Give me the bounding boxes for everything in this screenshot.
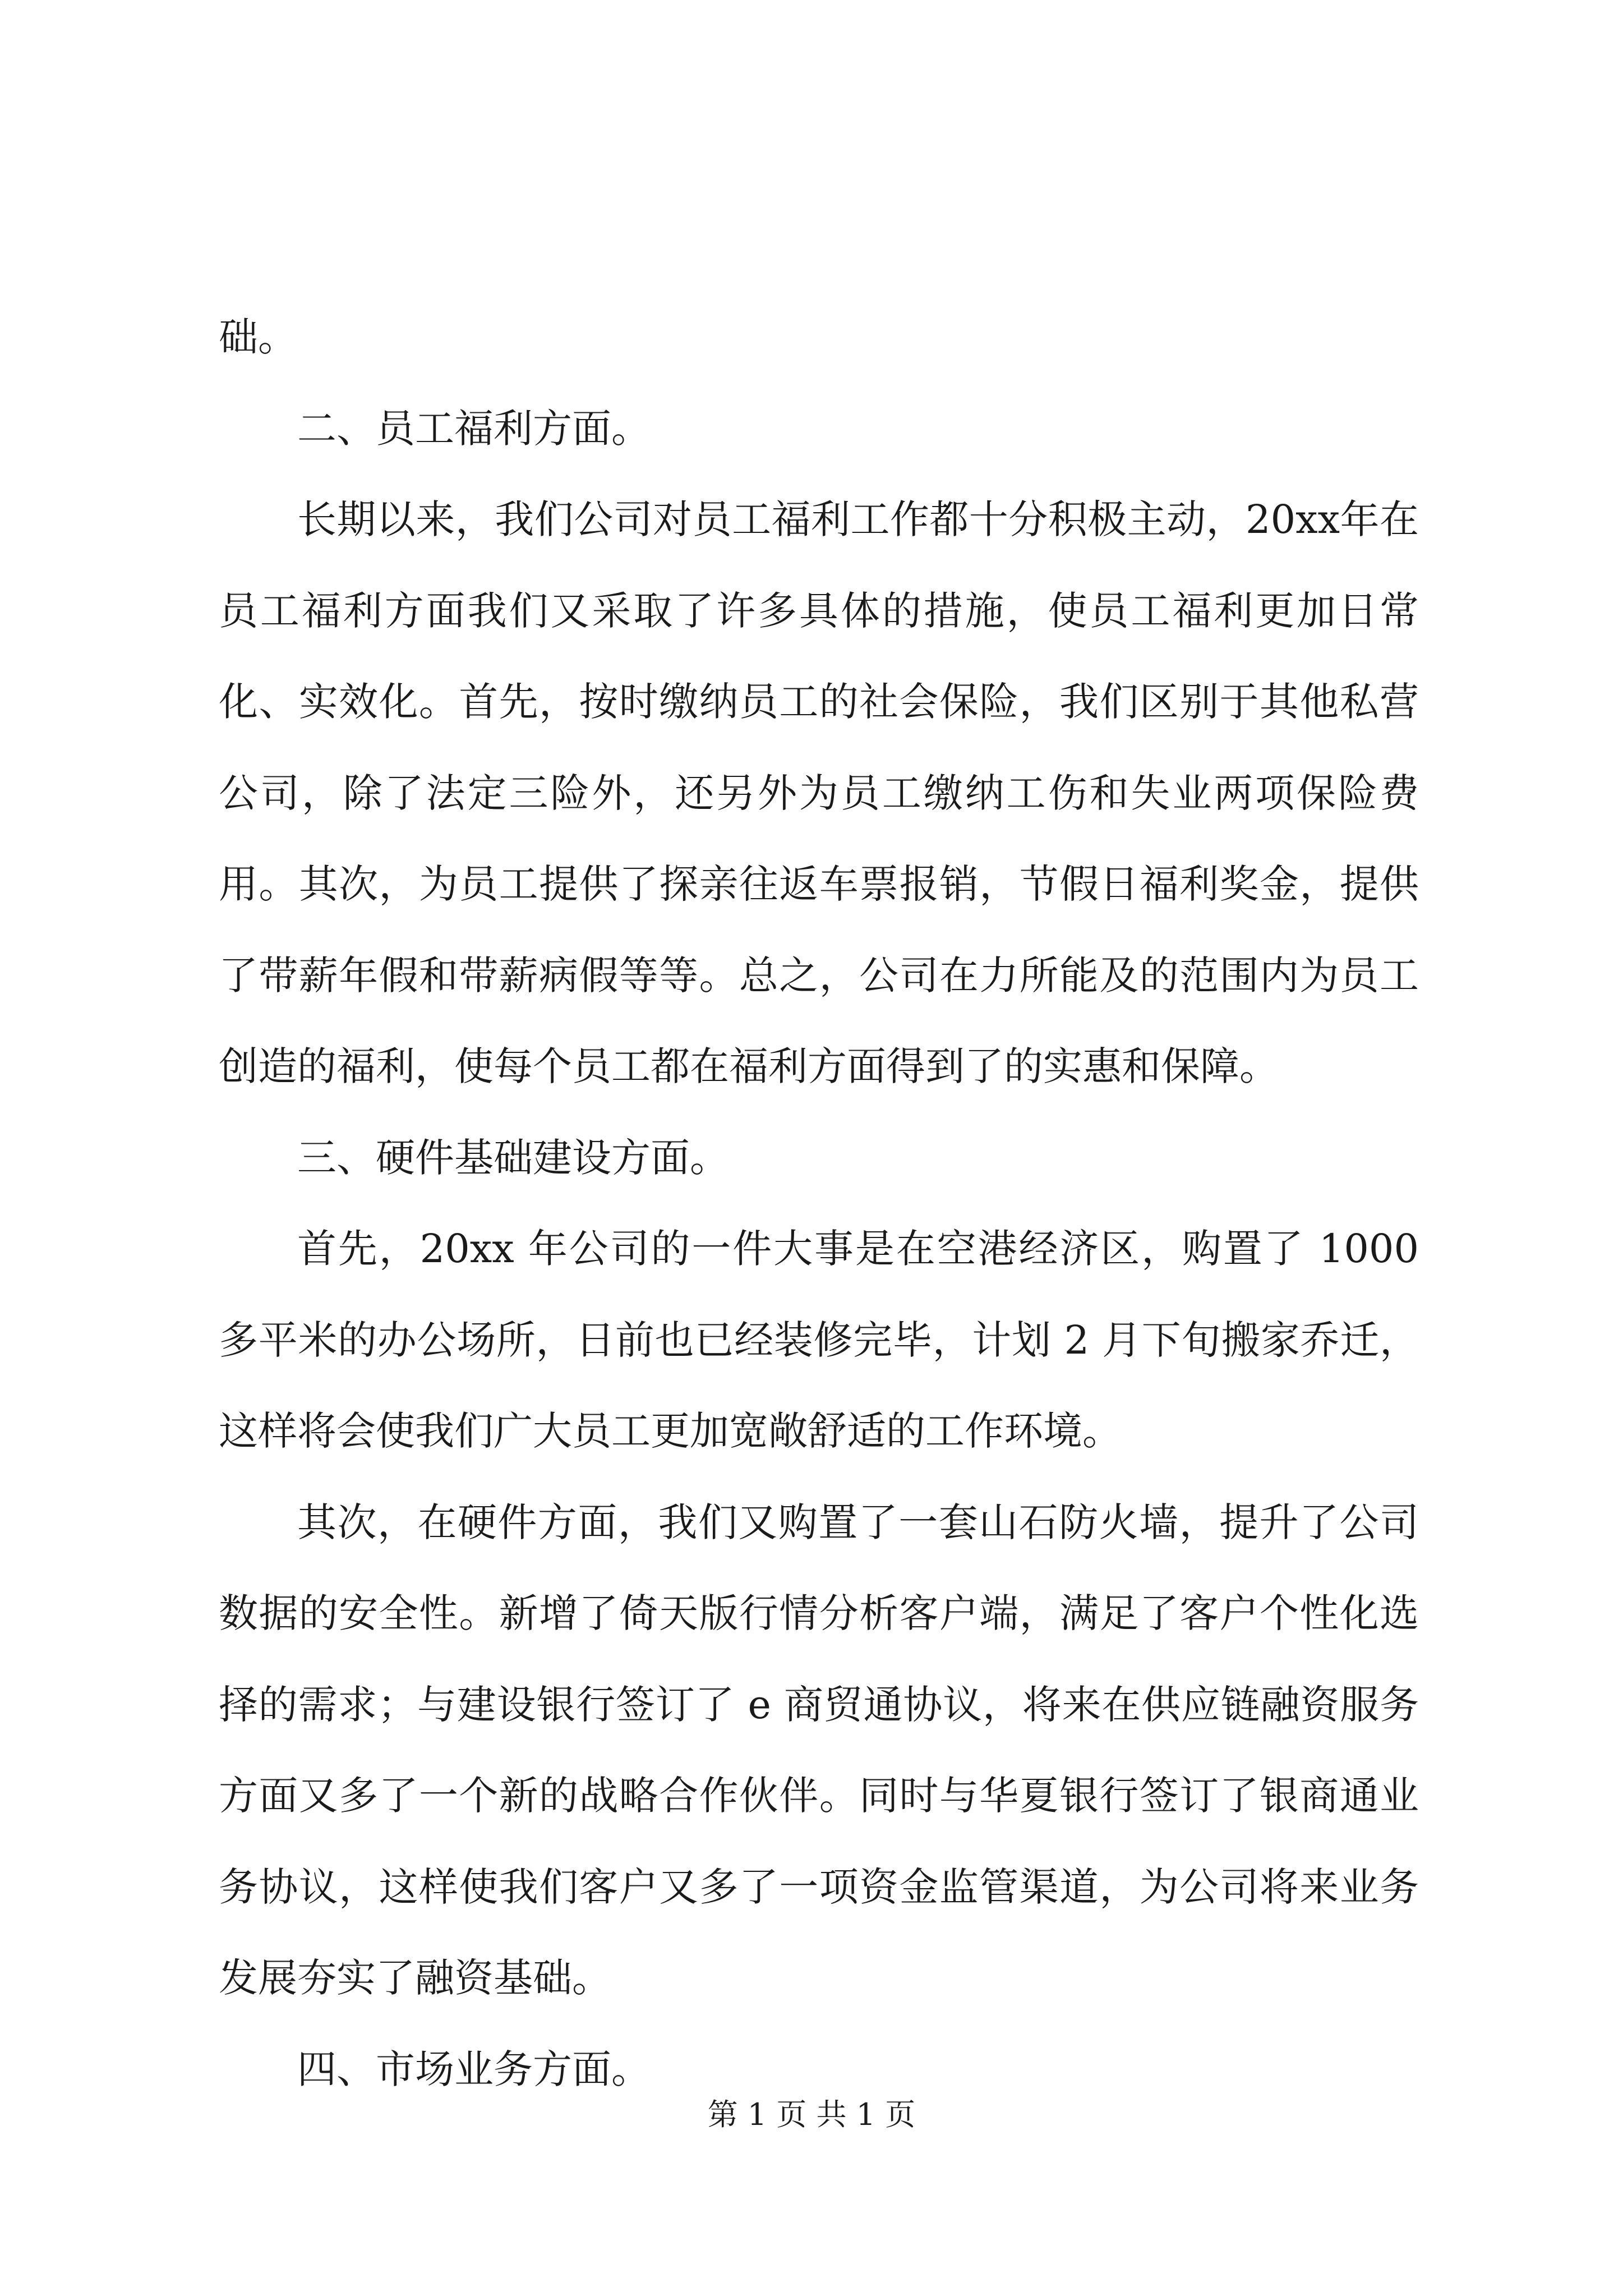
section-heading-employee-welfare: 二、员工福利方面。 — [297, 405, 651, 452]
paragraph-office-purchase: 首先，20xx 年公司的一件大事是在空港经济区，购置了 1000 多平米的办公场所，日前也已经装修完毕，计划 2 月下旬搬家乔迁，这样将会使我们广大员工更加宽敞舒适的工作环境。 — [219, 1226, 1419, 1454]
document-body — [219, 292, 1419, 2115]
paragraph-hardware-upgrades: 其次，在硬件方面，我们又购置了一套山石防火墙，提升了公司数据的安全性。新增了倚天版行情分析客户端，满足了客户个性化选择的需求；与建设银行签订了 e 商贸通协议，将来在供应链融资服务方面又多了一个新的战略合作伙伴。同时与华夏银行签订了银商通业务协议，这样使我们客户又多了一项资金监管渠道，为公司将来业务发展夯实了融资基础。 — [219, 1499, 1419, 2001]
section-heading-market-business: 四、市场业务方面。 — [297, 2046, 651, 2092]
page-footer — [0, 2092, 1623, 2137]
section-heading-hardware: 三、硬件基础建设方面。 — [297, 1134, 729, 1181]
page-number: 第 1 页 共 1 页 — [707, 2097, 916, 2132]
paragraph-employee-welfare: 长期以来，我们公司对员工福利工作都十分积极主动，20xx年在员工福利方面我们又采取了许多具体的措施，使员工福利更加日常化、实效化。首先，按时缴纳员工的社会保险，我们区别于其他私营公司，除了法定三险外，还另外为员工缴纳工伤和失业两项保险费用。其次，为员工提供了探亲往返车票报销，节假日福利奖金，提供了带薪年假和带薪病假等等。总之，公司在力所能及的范围内为员工创造的福利，使每个员工都在福利方面得到了的实惠和保障。 — [219, 496, 1419, 1089]
paragraph-continuation: 础。 — [219, 314, 297, 360]
